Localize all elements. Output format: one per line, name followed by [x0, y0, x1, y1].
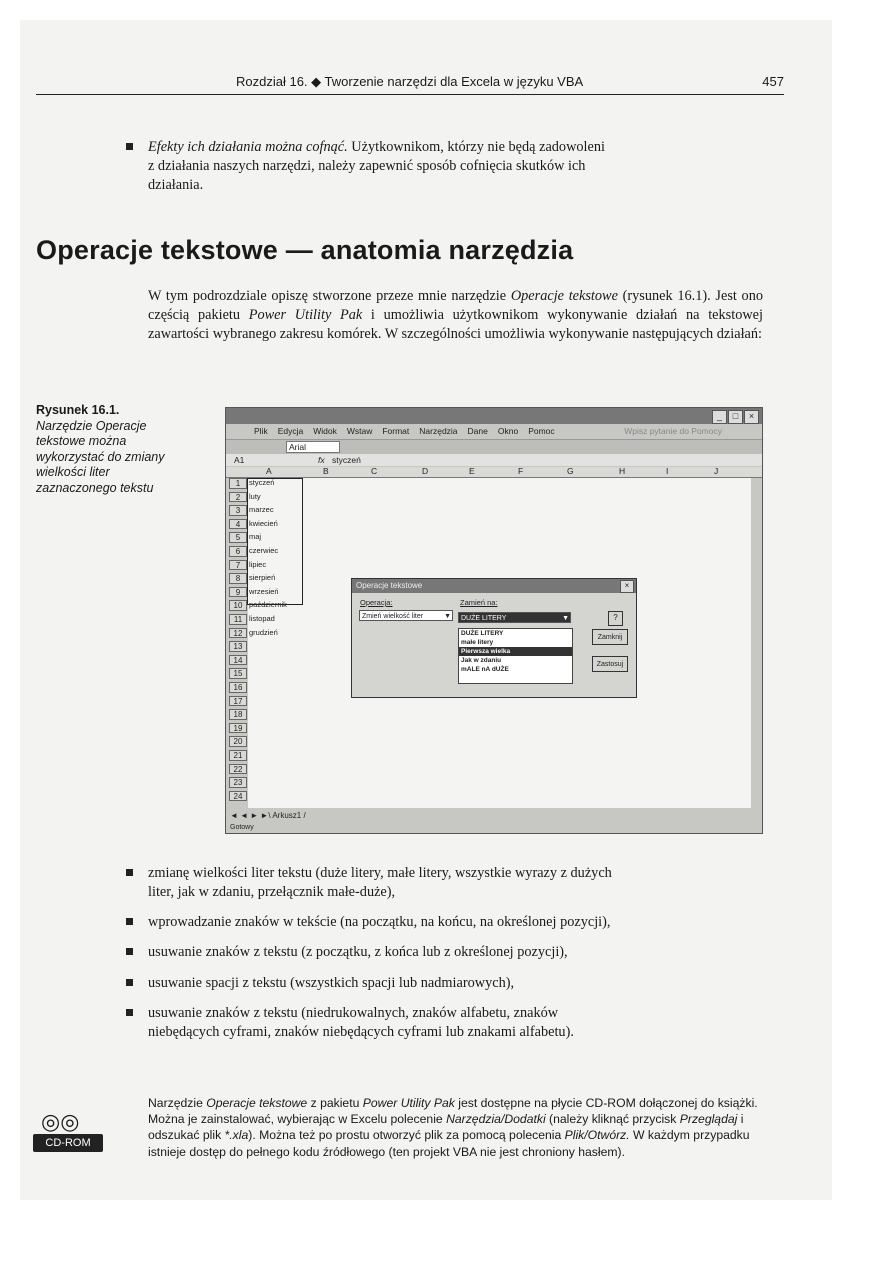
cell-month[interactable]: sierpień — [249, 573, 276, 583]
close-button[interactable]: Zamknij — [592, 629, 628, 645]
row-header[interactable]: 7 — [229, 560, 247, 571]
apply-button[interactable]: Zastosuj — [592, 656, 628, 672]
change-option[interactable]: Pierwsza wielka — [459, 647, 572, 656]
row-header[interactable]: 6 — [229, 546, 247, 557]
column-header[interactable]: E — [469, 466, 475, 476]
row-header[interactable]: 2 — [229, 492, 247, 503]
cell-month[interactable]: czerwiec — [249, 546, 279, 555]
note-text: z pakietu — [307, 1096, 363, 1110]
intro-text-2: (rysunek 16.1). Jest ono częścią pakietu — [148, 288, 763, 323]
formatting-toolbar — [226, 439, 762, 455]
row-header[interactable]: 20 — [229, 736, 247, 747]
maximize-icon[interactable]: □ — [728, 410, 743, 424]
header-title: Rozdział 16. ◆ Tworzenie narzędzi dla Excela w języku VBA — [236, 74, 584, 89]
name-box[interactable]: A1 — [234, 455, 245, 465]
row-header[interactable]: 4 — [229, 519, 247, 530]
sheet-tab[interactable]: Arkusz1 — [272, 811, 302, 820]
bullet-undo-text: Użytkownikom, którzy nie będą zadowoleni — [347, 139, 605, 155]
bullet-undo-line2: z działania naszych narzędzi, należy zapewnić sposób cofnięcia skutków ich — [148, 158, 586, 174]
cell-month[interactable]: lipiec — [249, 559, 267, 569]
font-name-box[interactable]: Arial — [286, 441, 340, 453]
change-option[interactable]: Jak w zdaniu — [461, 657, 502, 664]
running-header — [36, 74, 784, 95]
fx-icon[interactable]: fx — [318, 455, 325, 465]
intro-text-1: W tym podrozdziale opiszę stworzone przeze mnie narzędzie — [148, 288, 511, 304]
row-header[interactable]: 23 — [229, 777, 247, 788]
formula-input[interactable]: styczeń — [332, 455, 361, 465]
help-search[interactable]: Wpisz pytanie do Pomocy — [624, 426, 722, 436]
dialog-title: Operacje tekstowe — [352, 579, 636, 593]
intro-paragraph — [148, 287, 763, 344]
row-header[interactable]: 9 — [229, 587, 247, 598]
minimize-icon[interactable]: _ — [712, 410, 727, 424]
bullet-line: niebędących cyframi, znaków niebędących cyframi lub znakami alfabetu). — [148, 1024, 574, 1040]
menu-item[interactable]: Wstaw — [346, 426, 373, 436]
intro-italic-2: Power Utility Pak — [248, 307, 363, 323]
row-header[interactable]: 22 — [229, 764, 247, 775]
menu-item[interactable]: Plik — [254, 426, 268, 436]
bullet-item — [148, 974, 768, 993]
dialog-close-icon[interactable]: × — [620, 580, 634, 593]
bullet-marker — [126, 869, 133, 876]
row-header[interactable]: 12 — [229, 628, 247, 639]
column-header[interactable]: G — [567, 466, 574, 476]
cell-month[interactable]: luty — [249, 491, 261, 501]
note-italic: Operacje tekstowe — [206, 1096, 308, 1110]
menu-item[interactable]: Format — [382, 426, 410, 436]
cell-month[interactable]: maj — [249, 532, 262, 542]
operation-value: Zmień wielkość liter — [362, 613, 424, 620]
cell-month[interactable]: kwiecień — [249, 518, 278, 528]
note-text: (należy kliknąć przycisk — [545, 1112, 680, 1127]
caption-title: Rysunek 16.1. — [36, 403, 120, 417]
bullet-marker — [126, 948, 133, 955]
menu-item[interactable]: Pomoc — [528, 426, 555, 436]
bullet-undo — [148, 138, 768, 195]
menu-item[interactable]: Okno — [497, 426, 519, 436]
menu-item[interactable]: Narzędzia — [419, 426, 458, 436]
bullet-undo-italic: Efekty ich działania można cofnąć. — [148, 139, 348, 155]
text-operations-dialog — [351, 578, 637, 698]
bullet-item — [148, 943, 768, 962]
row-header[interactable]: 17 — [229, 696, 247, 707]
note-italic: Narzędzia/Dodatki — [446, 1112, 546, 1127]
bullet-line: usuwanie spacji z tekstu (wszystkich spacji lub nadmiarowych), — [148, 975, 515, 991]
row-header[interactable]: 18 — [229, 709, 247, 720]
change-label: Zamień na: — [460, 598, 498, 607]
bullet-marker — [126, 918, 133, 925]
intro-italic-1: Operacje tekstowe — [510, 288, 618, 304]
bullet-line: usuwanie znaków z tekstu (niedrukowalnych, znaków alfabetu, znaków — [148, 1005, 559, 1021]
column-header[interactable]: H — [619, 466, 626, 476]
column-header[interactable]: F — [518, 466, 524, 476]
bullet-line: liter, jak w zdaniu, przełącznik małe-duże), — [148, 884, 396, 900]
cell-month[interactable]: listopad — [249, 614, 275, 623]
bullet-marker — [126, 979, 133, 986]
row-header[interactable]: 11 — [229, 614, 247, 625]
chevron-down-icon: ▼ — [562, 615, 569, 622]
row-header[interactable]: 16 — [229, 682, 247, 693]
cell-month[interactable]: marzec — [249, 505, 274, 515]
sheet-nav-icon[interactable]: ◄ ◄ ► ►\ — [230, 811, 273, 820]
column-header[interactable]: B — [323, 466, 329, 476]
chevron-down-icon: ▼ — [444, 613, 451, 620]
cd-rom-label: CD-ROM — [33, 1134, 103, 1152]
row-header[interactable]: 8 — [229, 573, 247, 584]
status-bar: Gotowy — [226, 822, 762, 833]
bullet-item — [148, 1004, 768, 1042]
row-header[interactable]: 1 — [229, 478, 247, 489]
column-header[interactable]: C — [371, 466, 378, 476]
cd-rom-icon — [33, 1110, 103, 1158]
figure-caption — [36, 403, 186, 496]
bullet-line: wprowadzanie znaków w tekście (na początku, na końcu, na określonej pozycji), — [148, 914, 611, 930]
note-italic: Plik/Otwórz. — [564, 1128, 630, 1143]
formula-bar — [226, 454, 762, 466]
note-text: jest dostępne na płycie CD-ROM dołączonej do książki. Można je zainstalować, wybierając w Excelu polecenie — [148, 1096, 758, 1127]
note-text: i odszukać plik — [148, 1112, 744, 1143]
menu-item[interactable]: Widok — [313, 426, 337, 436]
note-italic: Power Utility Pak — [362, 1096, 455, 1110]
discs-icon: ◎◎ — [41, 1109, 80, 1134]
row-header[interactable]: 19 — [229, 723, 247, 734]
row-header[interactable]: 13 — [229, 641, 247, 652]
note-text: W każdym przypadku istnieje dostęp do pełnego kodu źródłowego (ten projekt VBA nie jest chroniony hasłem). — [148, 1128, 750, 1159]
row-header[interactable]: 21 — [229, 750, 247, 761]
row-header[interactable]: 15 — [229, 668, 247, 679]
operation-select[interactable] — [359, 610, 453, 621]
note-text: Narzędzie — [148, 1096, 207, 1110]
row-header[interactable]: 10 — [229, 600, 247, 611]
column-header[interactable]: D — [422, 466, 429, 476]
row-header[interactable]: 3 — [229, 505, 247, 516]
bullet-item — [148, 913, 768, 932]
bullet-line: zmianę wielkości liter tekstu (duże litery, małe litery, wszystkie wyrazy z dużych — [148, 865, 612, 881]
note-italic: Przeglądaj — [679, 1112, 738, 1127]
bullet-item — [148, 864, 768, 902]
close-icon[interactable]: × — [744, 410, 759, 424]
cell-month[interactable]: grudzień — [249, 627, 278, 637]
change-select[interactable] — [458, 612, 571, 623]
row-header[interactable]: 5 — [229, 532, 247, 543]
bullet-line: usuwanie znaków z tekstu (z początku, z końca lub z określonej pozycji), — [148, 944, 568, 960]
column-header[interactable]: A — [266, 466, 272, 476]
help-icon[interactable]: ? — [608, 611, 623, 626]
operation-label: Operacja: — [360, 598, 393, 607]
column-header[interactable]: J — [714, 466, 719, 476]
column-header[interactable]: I — [666, 466, 669, 476]
caption-text: Narzędzie Operacje tekstowe można wykorzystać do zmiany wielkości liter zaznaczonego tekstu — [36, 418, 165, 495]
change-option[interactable]: DUŻE LITERY — [461, 630, 504, 637]
cell-month[interactable]: październik — [249, 600, 287, 610]
section-title: Operacje tekstowe — anatomia narzędzia — [36, 235, 574, 265]
bullet-undo-line3: działania. — [148, 177, 204, 193]
window-titlebar — [226, 408, 762, 424]
note-text: ). Można też po prostu otworzyć plik za pomocą polecenia — [248, 1128, 565, 1143]
change-value: DUŻE LITERY — [461, 615, 507, 622]
cell-month[interactable]: wrzesień — [249, 586, 279, 596]
sheet-tabs: ◄ ◄ ► ►\ Arkusz1 / — [230, 811, 306, 820]
menu-item[interactable]: Edycja — [277, 426, 304, 436]
change-option[interactable]: mALE nA dUŻE — [461, 666, 509, 673]
menu-item[interactable]: Dane — [467, 426, 488, 436]
page-number: 457 — [762, 74, 784, 89]
intro-text-3: i umożliwia użytkownikom wykonywanie działań na tekstowej zawartości wybranego zakresu komórek. W szczególności umożliwia wykonywanie następujących działań: — [148, 307, 763, 342]
note-italic: *.xla — [224, 1128, 249, 1143]
cell-month[interactable]: styczeń — [249, 478, 275, 487]
row-header[interactable]: 14 — [229, 655, 247, 666]
bullet-marker — [126, 1009, 133, 1016]
cd-note — [148, 1095, 778, 1160]
change-options-list — [458, 628, 573, 684]
menu-bar — [226, 425, 762, 438]
bullet-marker — [126, 143, 133, 150]
row-header[interactable]: 24 — [229, 791, 247, 802]
column-headers — [226, 467, 762, 478]
change-option[interactable]: małe litery — [461, 639, 494, 646]
excel-screenshot — [225, 407, 763, 834]
